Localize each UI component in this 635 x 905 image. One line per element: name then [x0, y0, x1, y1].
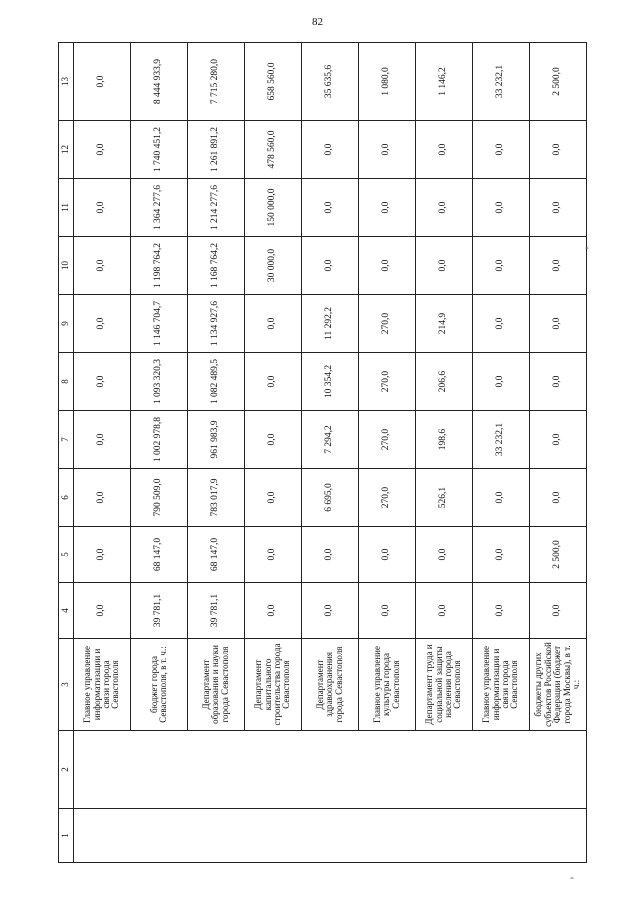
column-header: 4 [58, 582, 73, 638]
value-cell: 0,0 [358, 582, 415, 638]
value-cell: 0,0 [244, 582, 301, 638]
value-cell: 0,0 [472, 178, 529, 236]
value-cell: 0,0 [73, 42, 130, 120]
value-cell: 0,0 [529, 236, 586, 294]
value-cell: 150 000,0 [244, 178, 301, 236]
col-2-cell [73, 730, 586, 808]
value-cell: 1 082 489,5 [187, 352, 244, 410]
value-cell: 1 364 277,6 [130, 178, 187, 236]
value-cell: 1 080,0 [358, 42, 415, 120]
value-cell: 0,0 [529, 582, 586, 638]
value-cell: 270,0 [358, 468, 415, 526]
value-cell: 1 146 704,7 [130, 294, 187, 352]
column-header: 1 [58, 808, 73, 862]
value-cell: 0,0 [472, 526, 529, 582]
value-cell: 0,0 [244, 410, 301, 468]
value-cell: 0,0 [244, 352, 301, 410]
value-cell: 1 134 927,6 [187, 294, 244, 352]
value-cell: 7 294,2 [301, 410, 358, 468]
value-cell: 0,0 [73, 526, 130, 582]
value-cell: 0,0 [73, 410, 130, 468]
organization-cell: бюджеты других субъектов Российской Федерации (бюджет города Москвы), в т. ч.: [529, 638, 586, 730]
value-cell: 2 500,0 [529, 526, 586, 582]
value-cell: 0,0 [301, 236, 358, 294]
value-cell: 10 354,2 [301, 352, 358, 410]
value-cell: 1 093 320,3 [130, 352, 187, 410]
value-cell: 39 781,1 [130, 582, 187, 638]
column-header: 13 [58, 42, 73, 120]
value-cell: 0,0 [73, 582, 130, 638]
value-cell: 0,0 [529, 294, 586, 352]
value-cell: 0,0 [301, 120, 358, 178]
value-cell: 0,0 [529, 352, 586, 410]
value-cell: 0,0 [472, 468, 529, 526]
value-cell: 1 198 764,2 [130, 236, 187, 294]
column-header: 11 [58, 178, 73, 236]
value-cell: 0,0 [529, 410, 586, 468]
column-header: 10 [58, 236, 73, 294]
value-cell: 11 292,2 [301, 294, 358, 352]
value-cell: 8 444 933,9 [130, 42, 187, 120]
value-cell: 270,0 [358, 410, 415, 468]
value-cell: 270,0 [358, 294, 415, 352]
value-cell: 39 781,1 [187, 582, 244, 638]
value-cell: 33 232,1 [472, 42, 529, 120]
column-header: 2 [58, 730, 73, 808]
value-cell: 2 500,0 [529, 42, 586, 120]
value-cell: 0,0 [73, 236, 130, 294]
value-cell: 0,0 [472, 120, 529, 178]
value-cell: 0,0 [301, 178, 358, 236]
value-cell: 658 560,0 [244, 42, 301, 120]
value-cell: 35 635,6 [301, 42, 358, 120]
value-cell: 0,0 [73, 294, 130, 352]
organization-cell: Департамент образования и науки города Севастополя [187, 638, 244, 730]
value-cell: 1 740 451,2 [130, 120, 187, 178]
value-cell: 270,0 [358, 352, 415, 410]
value-cell: 1 168 764,2 [187, 236, 244, 294]
header-row [58, 42, 73, 862]
value-cell: 526,1 [415, 468, 472, 526]
value-cell: 0,0 [301, 582, 358, 638]
organization-cell: Главное управление информатизации и связи города Севастополя [73, 638, 130, 730]
value-cell: 0,0 [472, 582, 529, 638]
value-cell: 206,6 [415, 352, 472, 410]
value-cell: 0,0 [358, 526, 415, 582]
value-cell: 0,0 [358, 120, 415, 178]
organization-cell: бюджет города Севастополя, в т. ч.: [130, 638, 187, 730]
organization-cell: Департамент труда и социальной защиты населения города Севастополя [415, 638, 472, 730]
organization-cell: Департамент здравоохранения города Севастополя [301, 638, 358, 730]
value-cell: 0,0 [244, 468, 301, 526]
organization-cell: Главное управление информатизации и связи города Севастополя [472, 638, 529, 730]
value-cell: 0,0 [529, 120, 586, 178]
column-header: 3 [58, 638, 73, 730]
value-cell: 7 715 280,0 [187, 42, 244, 120]
value-cell: 214,9 [415, 294, 472, 352]
value-cell: 68 147,0 [130, 526, 187, 582]
scan-mark: - [570, 870, 574, 884]
value-cell: 1 261 891,2 [187, 120, 244, 178]
value-cell: 6 695,0 [301, 468, 358, 526]
value-cell: 0,0 [529, 468, 586, 526]
scan-mark: - [585, 240, 589, 254]
value-cell: 0,0 [472, 352, 529, 410]
column-header: 12 [58, 120, 73, 178]
organization-cell: Департамент капитального строительства города Севастополя [244, 638, 301, 730]
value-cell: 0,0 [472, 294, 529, 352]
value-cell: 0,0 [73, 352, 130, 410]
value-cell: 0,0 [529, 178, 586, 236]
column-header: 9 [58, 294, 73, 352]
value-cell: 0,0 [358, 236, 415, 294]
column-header: 5 [58, 526, 73, 582]
value-cell: 790 509,0 [130, 468, 187, 526]
value-cell: 33 232,1 [472, 410, 529, 468]
column-header: 7 [58, 410, 73, 468]
value-cell: 0,0 [301, 526, 358, 582]
value-cell: 961 983,9 [187, 410, 244, 468]
organization-cell: Главное управление культуры города Севастополя [358, 638, 415, 730]
value-cell: 783 017,9 [187, 468, 244, 526]
value-cell: 0,0 [244, 526, 301, 582]
table-body [58, 42, 586, 862]
value-cell: 0,0 [415, 526, 472, 582]
rotated-table-wrapper [58, 43, 581, 863]
value-cell: 0,0 [415, 582, 472, 638]
value-cell: 0,0 [472, 236, 529, 294]
value-cell: 0,0 [415, 236, 472, 294]
value-cell: 1 002 978,8 [130, 410, 187, 468]
value-cell: 0,0 [73, 468, 130, 526]
budget-table [58, 42, 587, 863]
value-cell: 30 000,0 [244, 236, 301, 294]
value-cell: 0,0 [358, 178, 415, 236]
table-row [73, 42, 130, 862]
value-cell: 0,0 [73, 120, 130, 178]
value-cell: 0,0 [415, 178, 472, 236]
value-cell: 1 146,2 [415, 42, 472, 120]
value-cell: 1 214 277,6 [187, 178, 244, 236]
value-cell: 0,0 [73, 178, 130, 236]
column-header: 6 [58, 468, 73, 526]
value-cell: 478 560,0 [244, 120, 301, 178]
column-header: 8 [58, 352, 73, 410]
value-cell: 0,0 [244, 294, 301, 352]
page-number: 82 [312, 16, 323, 28]
col-1-cell [73, 808, 586, 862]
value-cell: 68 147,0 [187, 526, 244, 582]
value-cell: 198,6 [415, 410, 472, 468]
value-cell: 0,0 [415, 120, 472, 178]
